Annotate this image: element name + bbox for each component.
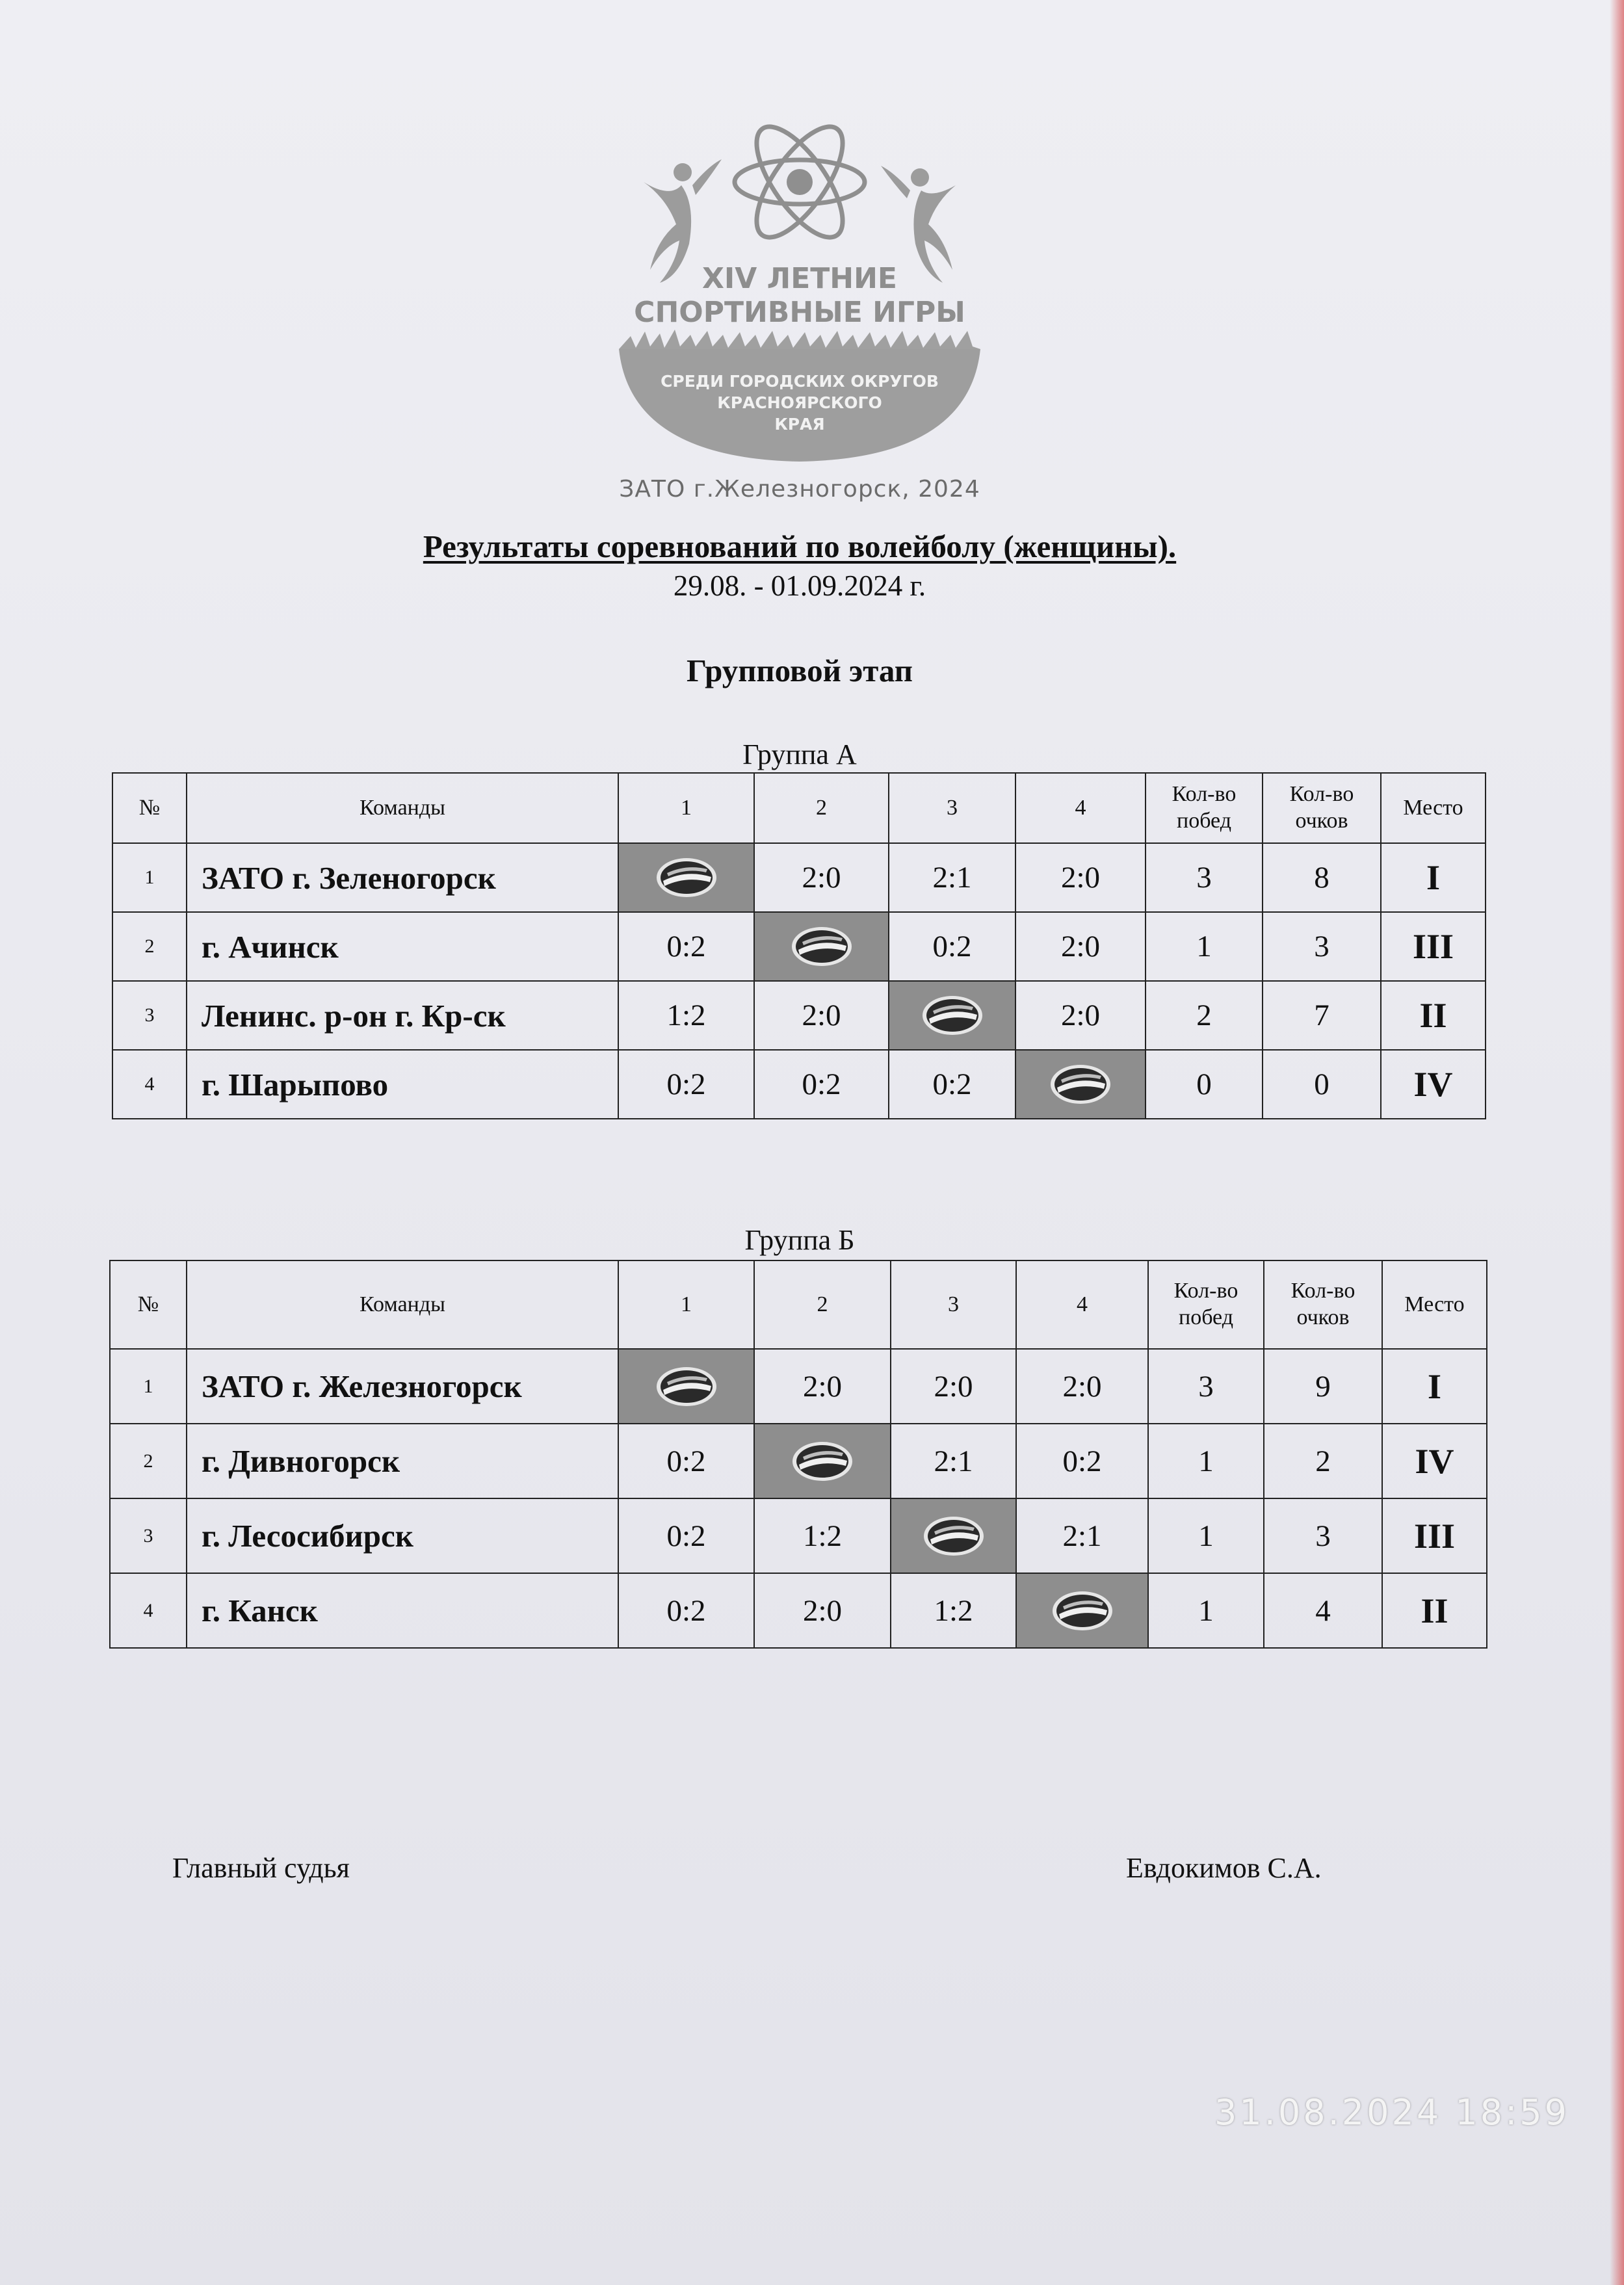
points-count: 8 (1263, 843, 1381, 912)
match-score: 1:2 (618, 981, 754, 1050)
table-row (112, 843, 1486, 912)
match-score: 0:2 (754, 1050, 889, 1119)
row-number: 1 (112, 843, 187, 912)
match-score: 1:2 (754, 1498, 891, 1573)
row-number: 2 (110, 1424, 187, 1498)
col-4: 4 (1016, 1260, 1148, 1349)
wins-count: 3 (1148, 1349, 1264, 1424)
self-match-cell (889, 981, 1015, 1050)
self-match-cell (618, 1349, 754, 1424)
team-name: г. Шарыпово (187, 1050, 618, 1119)
match-score: 2:0 (754, 1573, 891, 1648)
team-name: г. Ачинск (187, 912, 618, 981)
col-no: № (112, 773, 187, 843)
row-number: 1 (110, 1349, 187, 1424)
wins-count: 3 (1146, 843, 1263, 912)
table-header-row (112, 773, 1486, 843)
match-score: 2:0 (1015, 843, 1146, 912)
col-place: Место (1382, 1260, 1487, 1349)
col-teams: Команды (187, 773, 618, 843)
host-caption: ЗАТО г.Железногорск, 2024 (619, 476, 980, 503)
match-score: 2:0 (754, 843, 889, 912)
group-a-table (112, 772, 1486, 1119)
volleyball-icon (1041, 1062, 1120, 1107)
place: IV (1382, 1424, 1487, 1498)
row-number: 2 (112, 912, 187, 981)
match-score: 0:2 (618, 1573, 754, 1648)
place: II (1382, 1573, 1487, 1648)
match-score: 2:1 (1016, 1498, 1148, 1573)
logo-line-5: КРАЯ (774, 415, 825, 434)
team-name: г. Дивногорск (187, 1424, 618, 1498)
team-name: ЗАТО г. Железногорск (187, 1349, 618, 1424)
self-match-cell (754, 912, 889, 981)
volleyball-icon (648, 855, 726, 900)
volleyball-icon (913, 993, 991, 1038)
col-1: 1 (618, 773, 754, 843)
wins-count: 2 (1146, 981, 1263, 1050)
wins-count: 1 (1146, 912, 1263, 981)
points-count: 3 (1264, 1498, 1382, 1573)
points-count: 0 (1263, 1050, 1381, 1119)
points-count: 4 (1264, 1573, 1382, 1648)
place: I (1381, 843, 1486, 912)
col-3: 3 (889, 773, 1015, 843)
page-title: Результаты соревнований по волейболу (женщины). (423, 529, 1177, 564)
col-wins: Кол-во побед (1148, 1260, 1264, 1349)
col-3: 3 (891, 1260, 1016, 1349)
team-name: ЗАТО г. Зеленогорск (187, 843, 618, 912)
col-teams: Команды (187, 1260, 618, 1349)
match-score: 2:0 (891, 1349, 1016, 1424)
games-logo (605, 107, 995, 523)
logo-line-2: СПОРТИВНЫЕ ИГРЫ (634, 296, 965, 329)
team-name: г. Канск (187, 1573, 618, 1648)
match-score: 2:0 (1016, 1349, 1148, 1424)
table-row (110, 1424, 1487, 1498)
group-b-label: Группа Б (744, 1224, 855, 1256)
red-background-edge (1610, 0, 1624, 2285)
team-name: Ленинс. р-он г. Кр-ск (187, 981, 618, 1050)
volleyball-icon (915, 1513, 993, 1559)
place: II (1381, 981, 1486, 1050)
wins-count: 1 (1148, 1498, 1264, 1573)
match-score: 0:2 (618, 1050, 754, 1119)
col-2: 2 (754, 1260, 891, 1349)
table-row (110, 1498, 1487, 1573)
table-row (110, 1349, 1487, 1424)
group-a-label: Группа А (742, 738, 857, 770)
photo-timestamp: 31.08.2024 18:59 (1214, 2092, 1569, 2133)
place: I (1382, 1349, 1487, 1424)
match-score: 0:2 (618, 1498, 754, 1573)
stage-heading: Групповой этап (687, 653, 913, 688)
volleyball-icon (1043, 1588, 1121, 1634)
col-place: Место (1381, 773, 1486, 843)
points-count: 9 (1264, 1349, 1382, 1424)
row-number: 4 (110, 1573, 187, 1648)
self-match-cell (1015, 1050, 1146, 1119)
row-number: 3 (110, 1498, 187, 1573)
place: III (1381, 912, 1486, 981)
team-name: г. Лесосибирск (187, 1498, 618, 1573)
match-score: 1:2 (891, 1573, 1016, 1648)
event-dates: 29.08. - 01.09.2024 г. (673, 569, 926, 602)
table-row (112, 981, 1486, 1050)
col-points: Кол-во очков (1263, 773, 1381, 843)
match-score: 0:2 (618, 912, 754, 981)
match-score: 0:2 (889, 1050, 1015, 1119)
table-row (110, 1573, 1487, 1648)
place: III (1382, 1498, 1487, 1573)
match-score: 2:0 (1015, 912, 1146, 981)
match-score: 2:0 (754, 981, 889, 1050)
wins-count: 1 (1148, 1424, 1264, 1498)
match-score: 2:1 (891, 1424, 1016, 1498)
volleyball-icon (783, 1439, 861, 1484)
self-match-cell (891, 1498, 1016, 1573)
match-score: 2:1 (889, 843, 1015, 912)
col-wins: Кол-во побед (1146, 773, 1263, 843)
table-row (112, 1050, 1486, 1119)
chief-judge-label: Главный судья (172, 1852, 350, 1884)
col-1: 1 (618, 1260, 754, 1349)
logo-line-1: XIV ЛЕТНИЕ (702, 262, 897, 295)
table-header-row (110, 1260, 1487, 1349)
match-score: 0:2 (618, 1424, 754, 1498)
self-match-cell (1016, 1573, 1148, 1648)
group-b-table (109, 1260, 1487, 1649)
col-2: 2 (754, 773, 889, 843)
match-score: 0:2 (1016, 1424, 1148, 1498)
points-count: 3 (1263, 912, 1381, 981)
col-4: 4 (1015, 773, 1146, 843)
self-match-cell (754, 1424, 891, 1498)
col-no: № (110, 1260, 187, 1349)
self-match-cell (618, 843, 754, 912)
points-count: 7 (1263, 981, 1381, 1050)
row-number: 4 (112, 1050, 187, 1119)
match-score: 0:2 (889, 912, 1015, 981)
volleyball-icon (648, 1364, 726, 1409)
chief-judge-name: Евдокимов С.А. (1126, 1852, 1322, 1884)
logo-line-3: СРЕДИ ГОРОДСКИХ ОКРУГОВ (661, 372, 939, 391)
place: IV (1381, 1050, 1486, 1119)
match-score: 2:0 (754, 1349, 891, 1424)
wins-count: 0 (1146, 1050, 1263, 1119)
table-row (112, 912, 1486, 981)
points-count: 2 (1264, 1424, 1382, 1498)
match-score: 2:0 (1015, 981, 1146, 1050)
wins-count: 1 (1148, 1573, 1264, 1648)
col-points: Кол-во очков (1264, 1260, 1382, 1349)
volleyball-icon (783, 924, 861, 969)
logo-line-4: КРАСНОЯРСКОГО (717, 393, 882, 412)
row-number: 3 (112, 981, 187, 1050)
